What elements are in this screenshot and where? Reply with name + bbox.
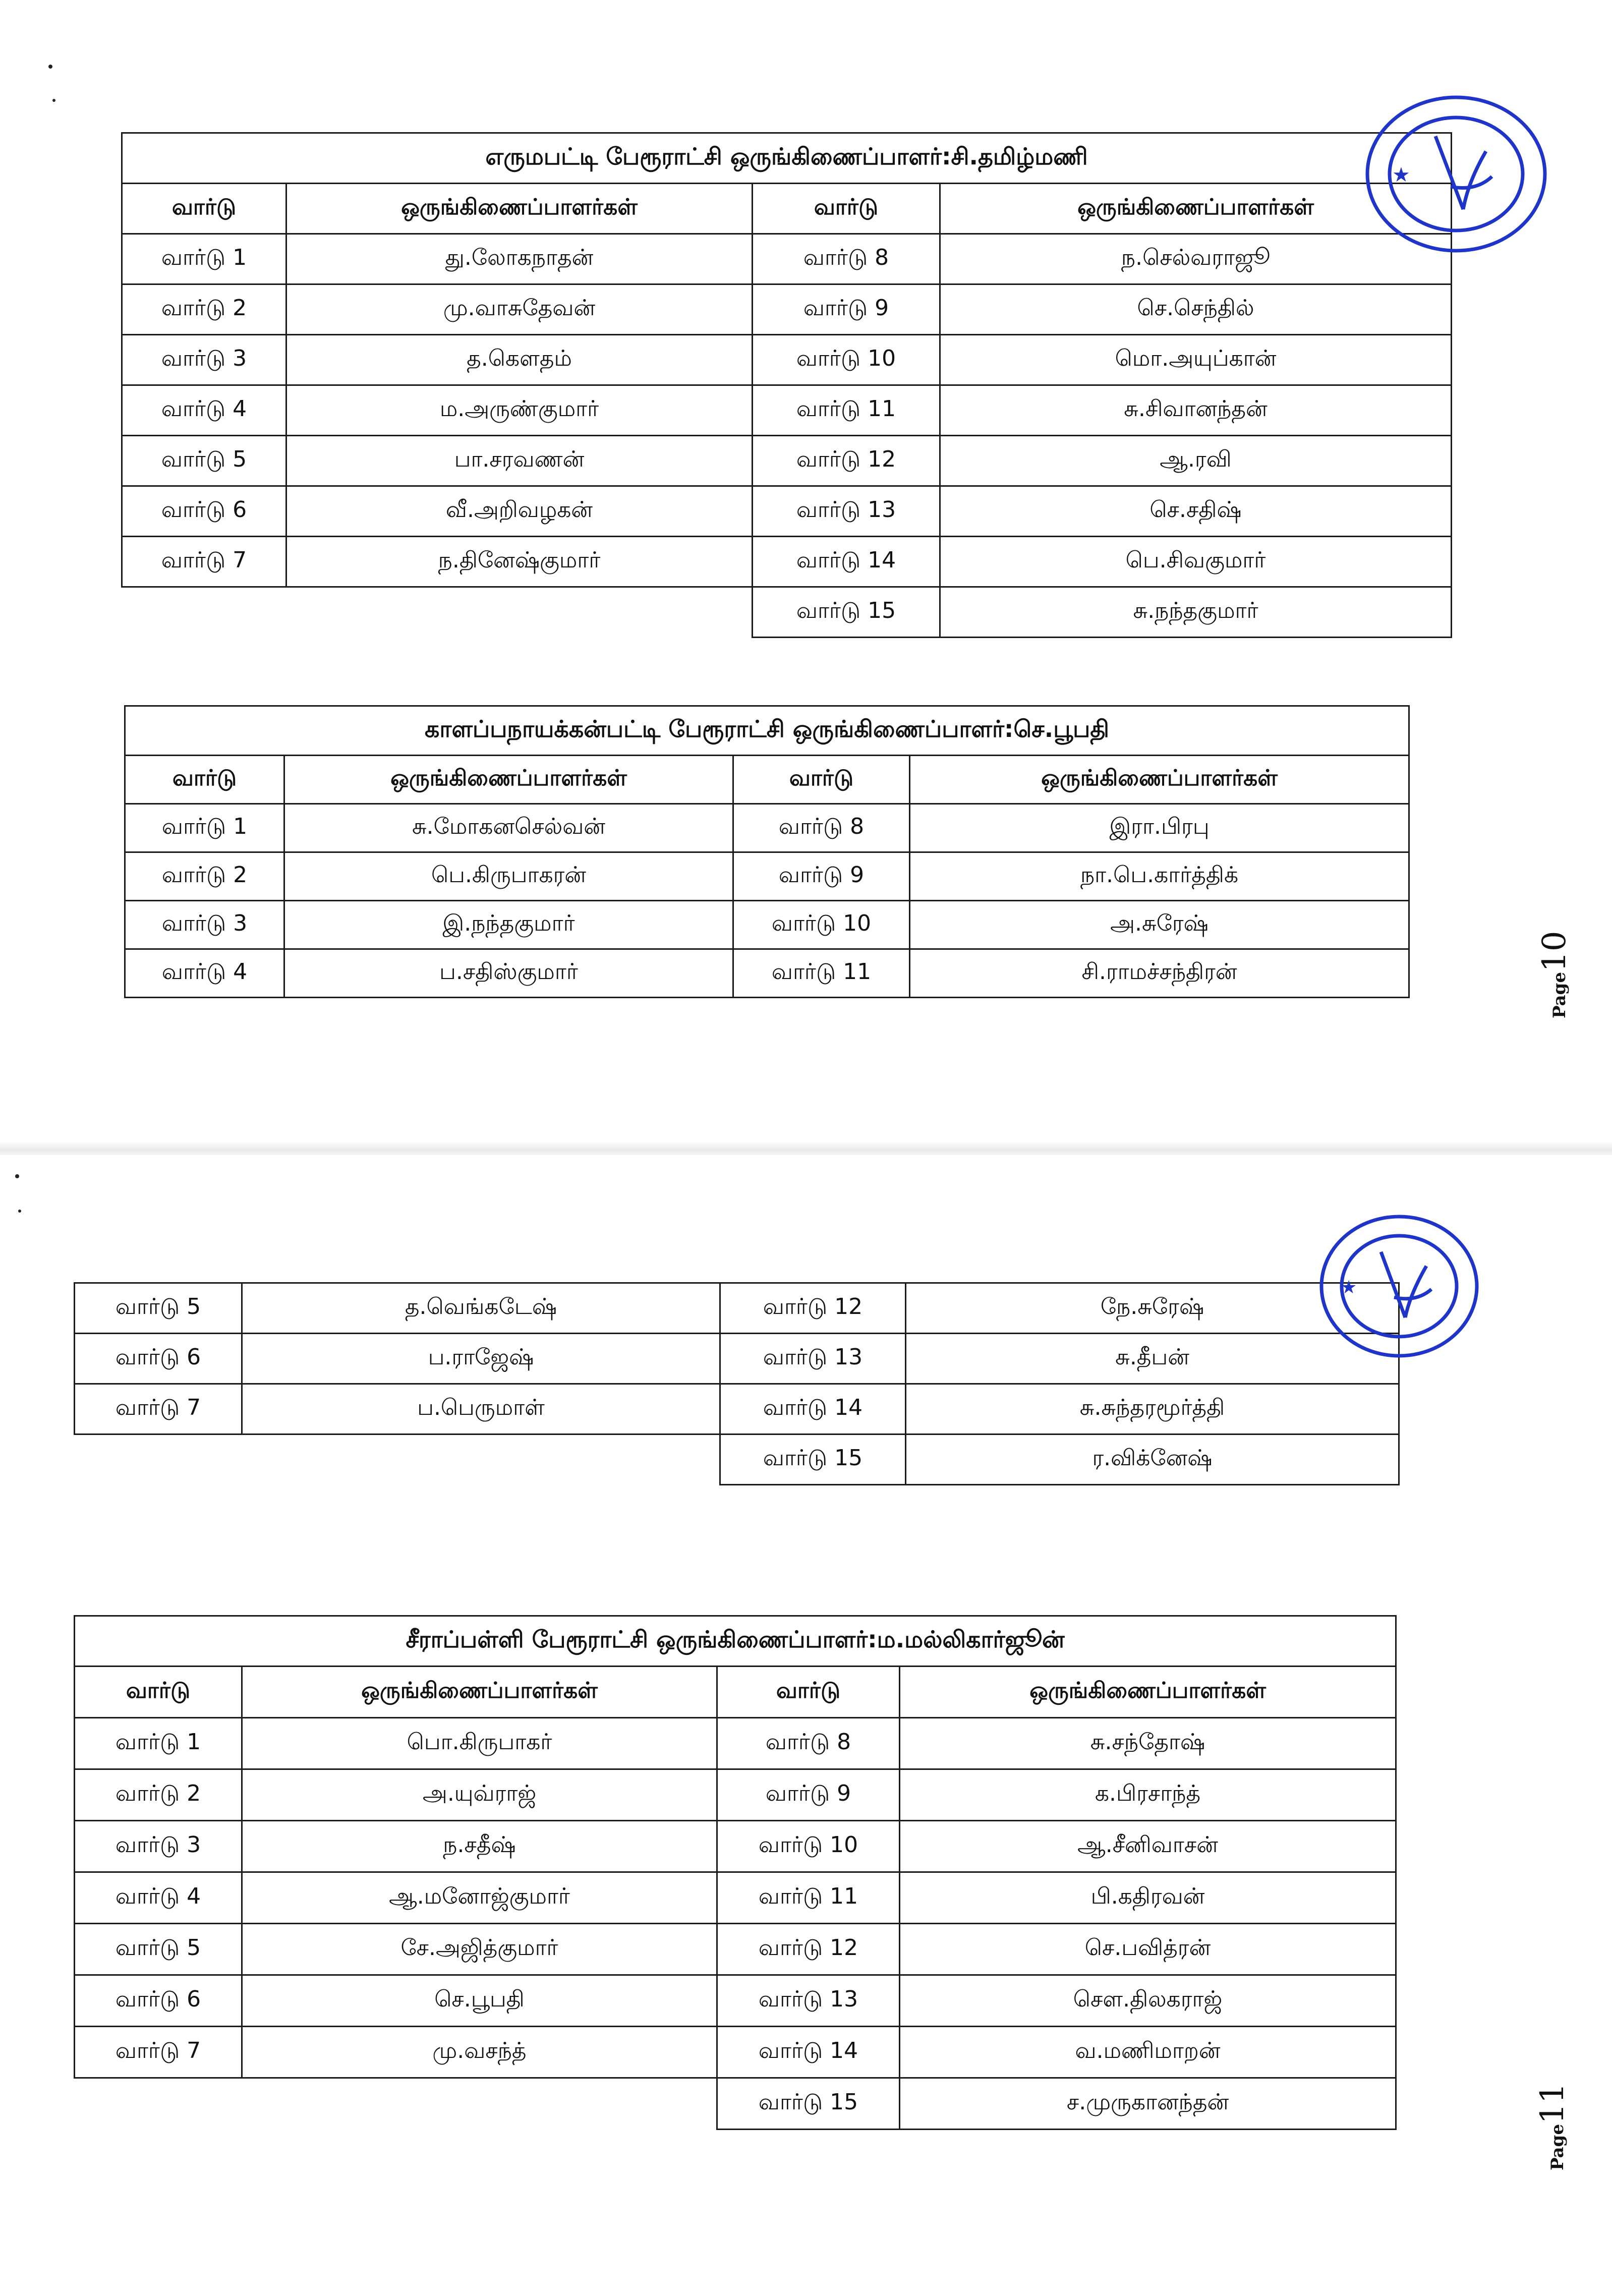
speck [18,1210,21,1213]
coordinators-column-header: ஒருங்கிணைப்பாளர்கள் [910,756,1409,804]
party-seal-stamp [1314,1211,1484,1362]
coordinators-column-header: ஒருங்கிணைப்பாளர்கள் [940,184,1452,234]
coordinator-name: ஆ.ரவி [940,436,1452,486]
table-row [75,1924,1396,1975]
empty-cell [75,1434,242,1485]
coordinator-name: வ.மணிமாறன் [900,2027,1396,2078]
ward-number: வார்டு 10 [717,1821,900,1872]
ward-number: வார்டு 6 [75,1334,242,1384]
table-title: சீராப்பள்ளி பேரூராட்சி ஒருங்கிணைப்பாளர்:ம.மல்லிகார்ஜூன் [75,1616,1396,1667]
coordinators-column-header: ஒருங்கிணைப்பாளர்கள் [900,1667,1396,1718]
page-number-10: Page10 [1536,931,1573,1018]
empty-cell [242,1434,720,1485]
coordinator-name: அ.யுவ்ராஜ் [242,1769,717,1821]
coordinator-name: த.கௌதம் [286,335,753,385]
coordinator-name: ப.ராஜேஷ் [242,1334,720,1384]
table-row [122,486,1452,537]
coordinator-name: மொ.அயுப்கான் [940,335,1452,385]
ward-number: வார்டு 1 [75,1718,242,1769]
coordinator-name: பொ.கிருபாகர் [242,1718,717,1769]
coordinator-name: செ.செந்தில் [940,284,1452,335]
svg-text:★: ★ [1341,1277,1357,1298]
ward-column-header: வார்டு [753,184,940,234]
empty-cell [122,587,286,638]
ward-number: வார்டு 7 [122,537,286,587]
ward-number: வார்டு 2 [122,284,286,335]
ward-number: வார்டு 7 [75,1384,242,1434]
page-11-sheet [0,1155,1612,2296]
coordinator-name: நா.பெ.கார்த்திக் [910,852,1409,901]
coordinator-name: ந.செல்வராஜூ [940,234,1452,284]
coordinator-name: சி.ராமச்சந்திரன் [910,949,1409,998]
ward-number: வார்டு 14 [717,2027,900,2078]
ward-number: வார்டு 5 [75,1283,242,1334]
ward-column-header: வார்டு [125,756,284,804]
ward-number: வார்டு 12 [720,1283,906,1334]
ward-number: வார்டு 13 [717,1975,900,2027]
coordinator-name: பி.கதிரவன் [900,1872,1396,1924]
coordinator-name: சு.நந்தகுமார் [940,587,1452,638]
table-row [75,1769,1396,1821]
ward-number: வார்டு 7 [75,2027,242,2078]
table-row [122,234,1452,284]
ward-number: வார்டு 14 [720,1384,906,1434]
coordinator-name: செ.பூபதி [242,1975,717,2027]
coordinator-name: பெ.கிருபாகரன் [284,852,733,901]
coordinator-name: ஆ.சீனிவாசன் [900,1821,1396,1872]
coordinator-name: இ.நந்தகுமார் [284,901,733,949]
table-row [125,804,1409,852]
table-row [122,436,1452,486]
ward-number: வார்டு 10 [753,335,940,385]
table-row [125,852,1409,901]
ward-number: வார்டு 8 [733,804,910,852]
ward-number: வார்டு 5 [75,1924,242,1975]
table-row [75,2027,1396,2078]
coordinator-name: செ.பவித்ரன் [900,1924,1396,1975]
page-10-sheet [0,0,1612,1145]
ward-number: வார்டு 14 [753,537,940,587]
coordinator-name: க.பிரசாந்த் [900,1769,1396,1821]
ward-number: வார்டு 5 [122,436,286,486]
table-title: காளப்பநாயக்கன்பட்டி பேரூராட்சி ஒருங்கிணைப்பாளர்:செ.பூபதி [125,706,1409,756]
table-row [125,949,1409,998]
table-row [125,901,1409,949]
ward-number: வார்டு 4 [125,949,284,998]
ward-number: வார்டு 3 [125,901,284,949]
coordinator-name: பெ.சிவகுமார் [940,537,1452,587]
ward-number: வார்டு 11 [753,385,940,436]
ward-number: வார்டு 3 [122,335,286,385]
ward-number: வார்டு 1 [125,804,284,852]
table-row [75,2078,1396,2130]
coordinator-name: சு.சுந்தரமூர்த்தி [906,1384,1399,1434]
coordinators-column-header: ஒருங்கிணைப்பாளர்கள் [242,1667,717,1718]
ward-number: வார்டு 8 [717,1718,900,1769]
coordinator-name: வீ.அறிவழகன் [286,486,753,537]
table-row [75,1384,1399,1434]
seerappalli-ward-table [74,1615,1397,2130]
empty-cell [286,587,753,638]
coordinator-name: சே.அஜித்குமார் [242,1924,717,1975]
coordinator-name: ம.அருண்குமார் [286,385,753,436]
svg-text:★: ★ [1392,163,1410,187]
coordinator-name: பா.சரவணன் [286,436,753,486]
coordinator-name: மு.வாசுதேவன் [286,284,753,335]
ward-number: வார்டு 6 [122,486,286,537]
table-row [75,1975,1396,2027]
ward-number: வார்டு 4 [75,1872,242,1924]
seal-emblem-icon [1360,91,1552,257]
seal-emblem-icon [1314,1211,1484,1362]
coordinator-name: சு.சிவானந்தன் [940,385,1452,436]
ward-number: வார்டு 12 [717,1924,900,1975]
coordinator-name: ப.பெருமாள் [242,1384,720,1434]
ward-column-header: வார்டு [122,184,286,234]
speck [52,99,55,102]
party-seal-stamp [1360,91,1552,257]
table-row [75,1283,1399,1334]
speck [15,1174,19,1178]
coordinator-name: மு.வசந்த் [242,2027,717,2078]
ward-number: வார்டு 15 [717,2078,900,2130]
ward-number: வார்டு 9 [753,284,940,335]
ward-number: வார்டு 9 [717,1769,900,1821]
coordinators-column-header: ஒருங்கிணைப்பாளர்கள் [286,184,753,234]
page-number-11: Page11 [1534,2083,1571,2170]
coordinator-name: சு.மோகனசெல்வன் [284,804,733,852]
coordinator-name: அ.சுரேஷ் [910,901,1409,949]
coordinator-name: ப.சதிஸ்குமார் [284,949,733,998]
ward-number: வார்டு 15 [753,587,940,638]
table-row [122,335,1452,385]
empty-cell [242,2078,717,2130]
kalappanaickenpatti-ward-table [124,705,1410,998]
ward-column-header: வார்டு [75,1667,242,1718]
ward-number: வார்டு 9 [733,852,910,901]
table-row [122,537,1452,587]
table-row [122,284,1452,335]
coordinator-name: நே.சுரேஷ் [906,1283,1399,1334]
table-row [75,1872,1396,1924]
ward-number: வார்டு 12 [753,436,940,486]
coordinator-name: செ.சதிஷ் [940,486,1452,537]
continuation-ward-table [74,1282,1400,1485]
coordinator-name: ச.முருகானந்தன் [900,2078,1396,2130]
coordinator-name: சு.தீபன் [906,1334,1399,1384]
speck [48,65,52,69]
table-row [122,587,1452,638]
coordinator-name: சு.சந்தோஷ் [900,1718,1396,1769]
coordinator-name: இரா.பிரபு [910,804,1409,852]
coordinator-name: சௌ.திலகராஜ் [900,1975,1396,2027]
table-row [75,1434,1399,1485]
coordinator-name: ஆ.மனோஜ்குமார் [242,1872,717,1924]
coordinator-name: து.லோகநாதன் [286,234,753,284]
ward-number: வார்டு 10 [733,901,910,949]
ward-number: வார்டு 11 [717,1872,900,1924]
ward-column-header: வார்டு [717,1667,900,1718]
ward-number: வார்டு 11 [733,949,910,998]
erumapatti-ward-table [121,132,1452,638]
table-title: எருமபட்டி பேரூராட்சி ஒருங்கிணைப்பாளர்:சி.தமிழ்மணி [122,133,1452,184]
ward-number: வார்டு 3 [75,1821,242,1872]
ward-number: வார்டு 13 [753,486,940,537]
ward-number: வார்டு 6 [75,1975,242,2027]
ward-column-header: வார்டு [733,756,910,804]
coordinator-name: ந.தினேஷ்குமார் [286,537,753,587]
ward-number: வார்டு 4 [122,385,286,436]
table-row [122,385,1452,436]
table-row [75,1334,1399,1384]
ward-number: வார்டு 2 [75,1769,242,1821]
ward-number: வார்டு 2 [125,852,284,901]
ward-number: வார்டு 1 [122,234,286,284]
table-row [75,1718,1396,1769]
coordinator-name: ர.விக்னேஷ் [906,1434,1399,1485]
table-row [75,1821,1396,1872]
ward-number: வார்டு 13 [720,1334,906,1384]
coordinator-name: த.வெங்கடேஷ் [242,1283,720,1334]
empty-cell [75,2078,242,2130]
coordinator-name: ந.சதீஷ் [242,1821,717,1872]
ward-number: வார்டு 15 [720,1434,906,1485]
ward-number: வார்டு 8 [753,234,940,284]
coordinators-column-header: ஒருங்கிணைப்பாளர்கள் [284,756,733,804]
